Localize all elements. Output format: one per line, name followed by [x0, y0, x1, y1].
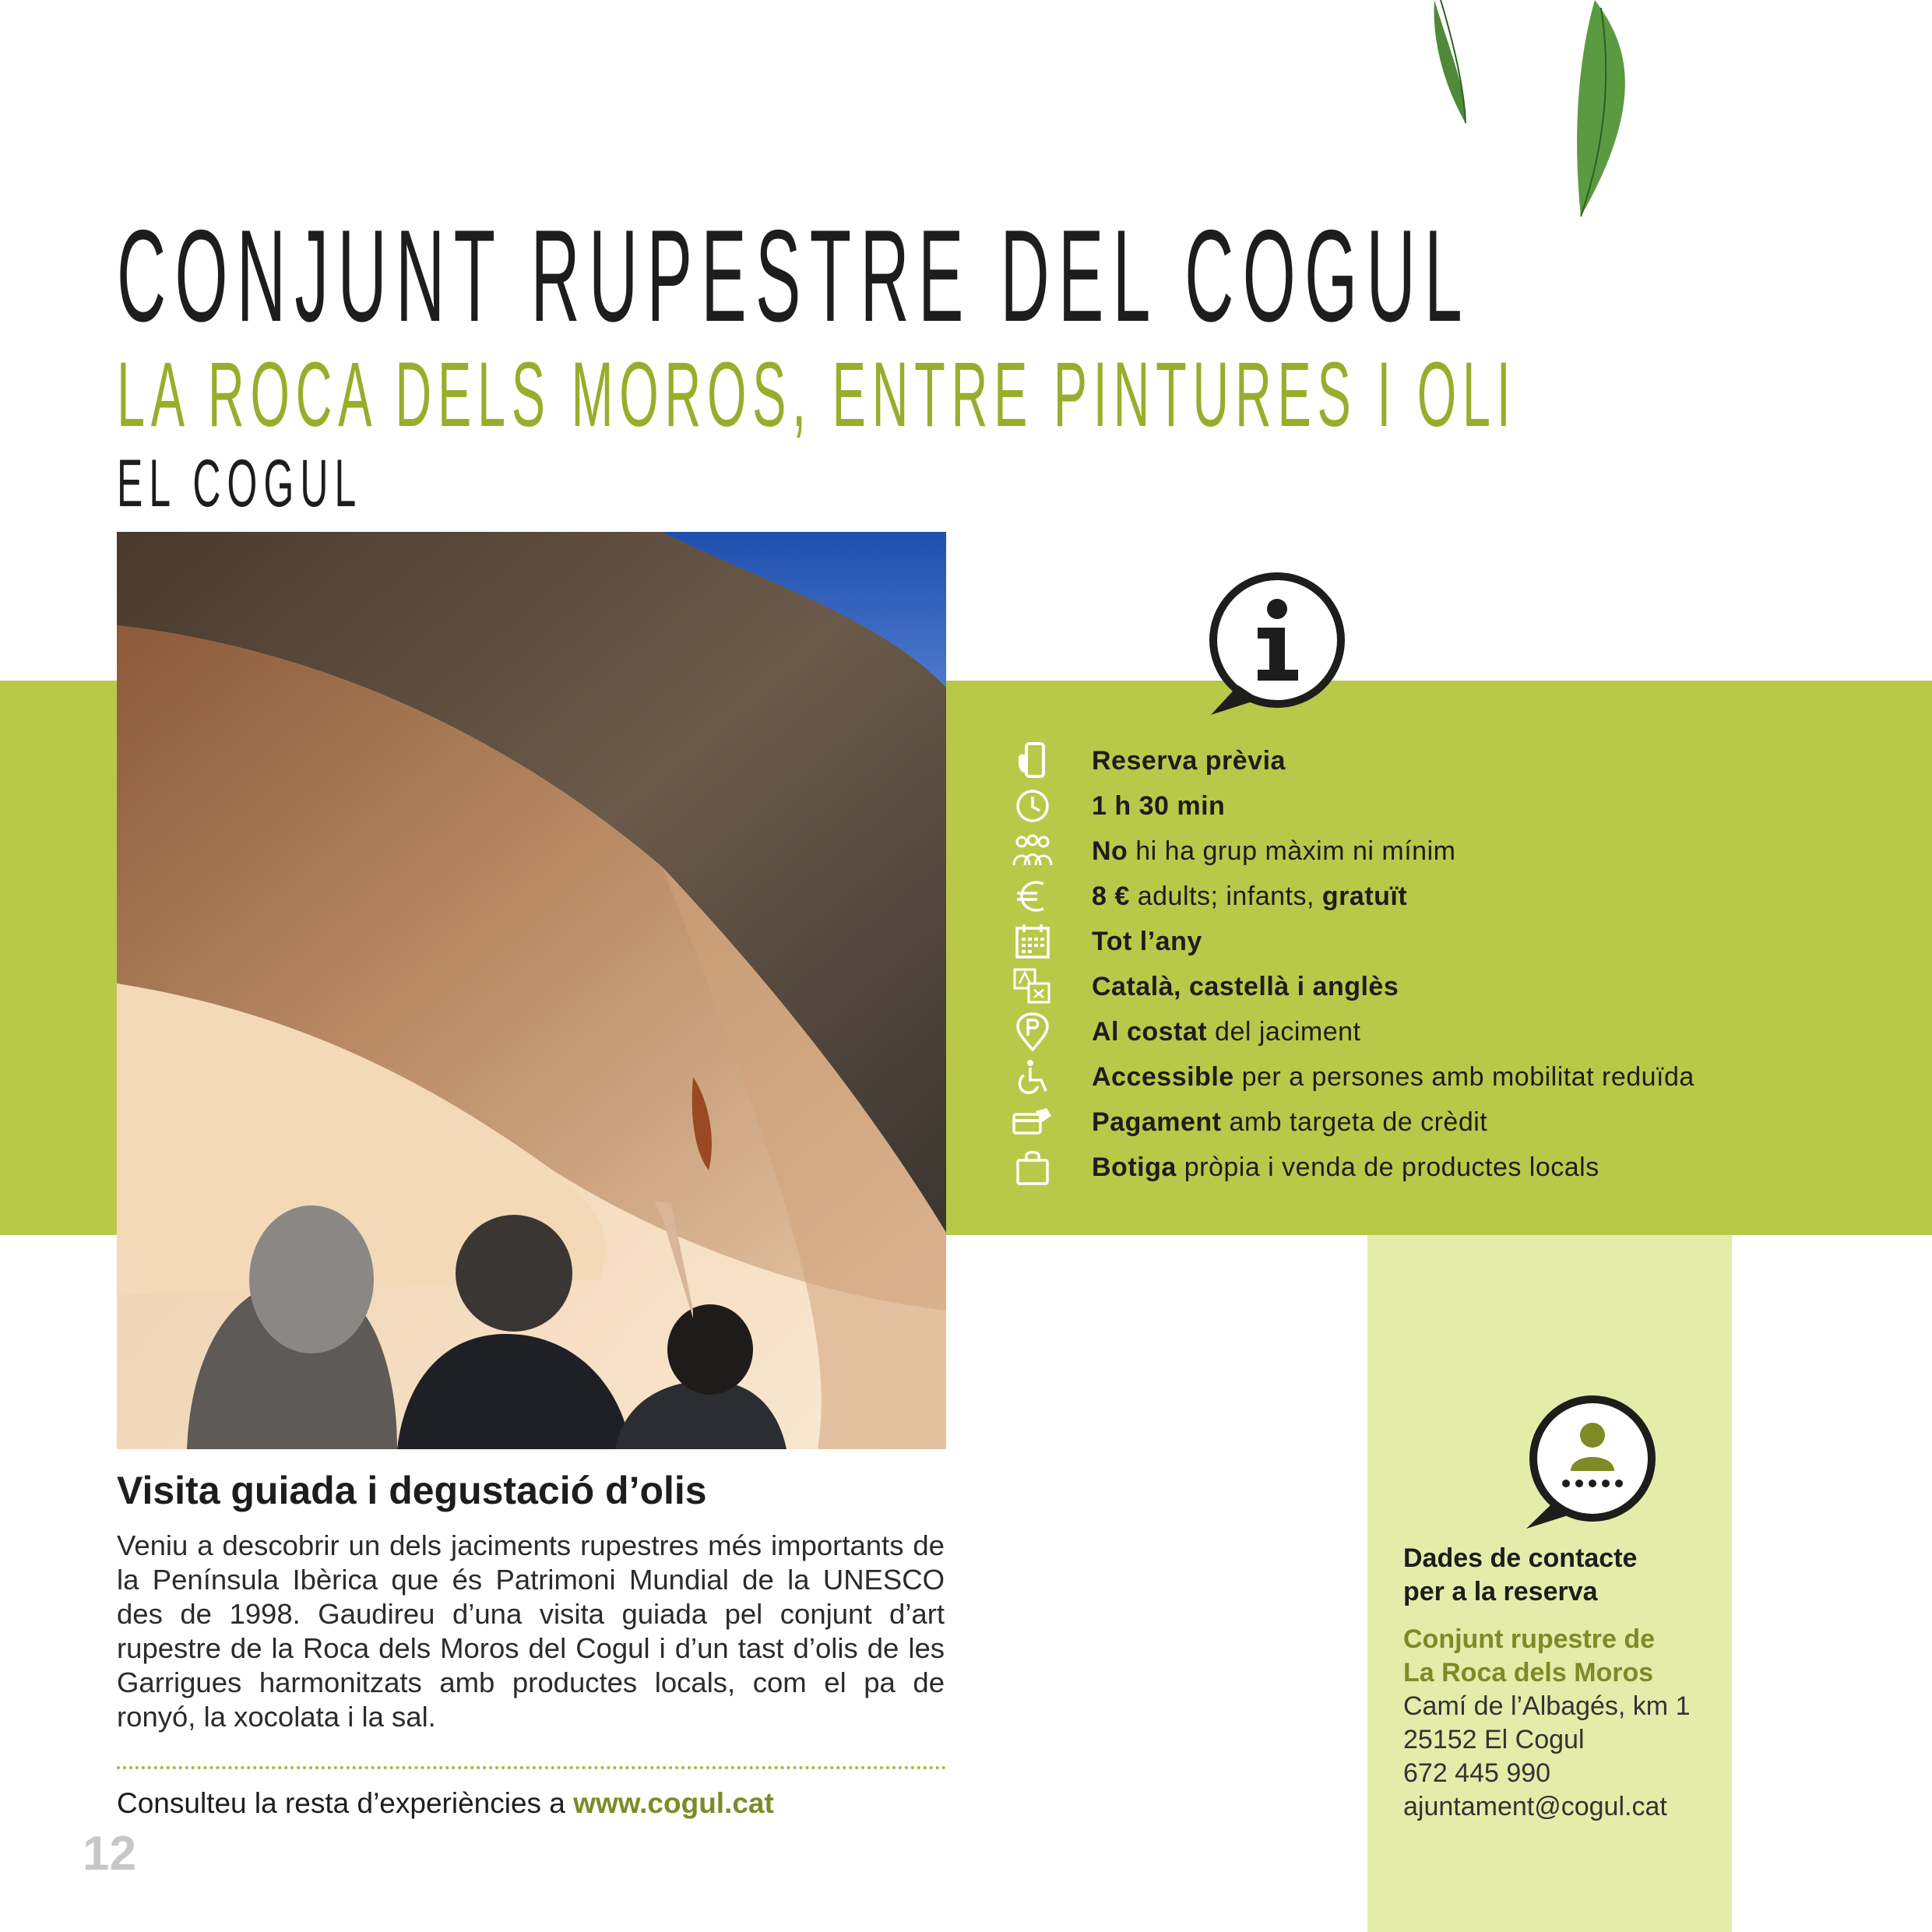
activity-description: Veniu a descobrir un dels jaciments rupestres més importants de la Península Ibèrica que és Patrimoni Mundial de la UNESCO des de 1998. Gaudireu d’una visita guiada pel conjunt d’art rupestre de la Roca dels Moros del Cogul i d’un tast d’olis de les Garrigues harmonitzats amb productes locals, com el pa de ronyó, la xocolata i la sal. [117, 1529, 945, 1733]
info-row-shop: Botiga pròpia i venda de productes locals [1012, 1145, 1908, 1190]
calendar-icon [1012, 922, 1053, 961]
info-row-payment: Pagament amb targeta de crèdit [1012, 1100, 1908, 1145]
info-list [1012, 738, 1908, 1190]
clock-icon [1012, 787, 1053, 825]
contact-address: Camí de l’Albagés, km 1 [1403, 1691, 1691, 1721]
contact-venue-name: Conjunt rupestre de La Roca dels Moros [1403, 1624, 1656, 1687]
contact-heading: Dades de contacte per a la reserva [1403, 1543, 1638, 1606]
info-row-duration: 1 h 30 min [1012, 783, 1908, 829]
info-row-price: 8 € adults; infants, gratuït [1012, 874, 1908, 919]
language-icon [1012, 967, 1053, 1006]
rock-art-photo [117, 532, 946, 1449]
wheelchair-icon [1012, 1057, 1053, 1096]
place-name: EL COGUL [117, 446, 363, 521]
contact-person-icon [1515, 1390, 1663, 1538]
info-row-booking: Reserva prèvia [1012, 738, 1908, 783]
contact-postcode: 25152 El Cogul [1403, 1725, 1585, 1754]
contact-phone[interactable]: 672 445 990 [1403, 1758, 1551, 1788]
page-subtitle: LA ROCA DELS MOROS, ENTRE PINTURES I OLI [117, 343, 1517, 446]
contact-email[interactable]: ajuntament@cogul.cat [1403, 1792, 1667, 1821]
info-row-accessibility: Accessible per a persones amb mobilitat reduïda [1012, 1054, 1908, 1100]
more-experiences-line [117, 1787, 774, 1820]
euro-icon [1012, 877, 1053, 916]
contact-details [1403, 1542, 1730, 1824]
consult-text: Consulteu la resta d’experiències a [117, 1787, 574, 1819]
page-title: CONJUNT RUPESTRE DEL COGUL [117, 202, 1472, 349]
phone-booking-icon [1012, 741, 1053, 780]
group-icon [1012, 832, 1053, 871]
leaf-decoration [1417, 0, 1666, 226]
parking-icon [1012, 1012, 1053, 1051]
info-icon [1195, 568, 1351, 724]
info-row-parking: Al costat del jaciment [1012, 1009, 1908, 1054]
dotted-divider [117, 1766, 946, 1769]
info-row-group: No hi ha grup màxim ni mínim [1012, 829, 1908, 874]
info-row-season: Tot l’any [1012, 919, 1908, 964]
shop-bag-icon [1012, 1148, 1053, 1187]
website-link[interactable]: www.cogul.cat [573, 1787, 774, 1819]
info-row-languages: Català, castellà i anglès [1012, 964, 1908, 1009]
card-payment-icon [1012, 1103, 1053, 1142]
page-number: 12 [83, 1827, 136, 1881]
activity-heading: Visita guiada i degustació d’olis [117, 1469, 707, 1512]
